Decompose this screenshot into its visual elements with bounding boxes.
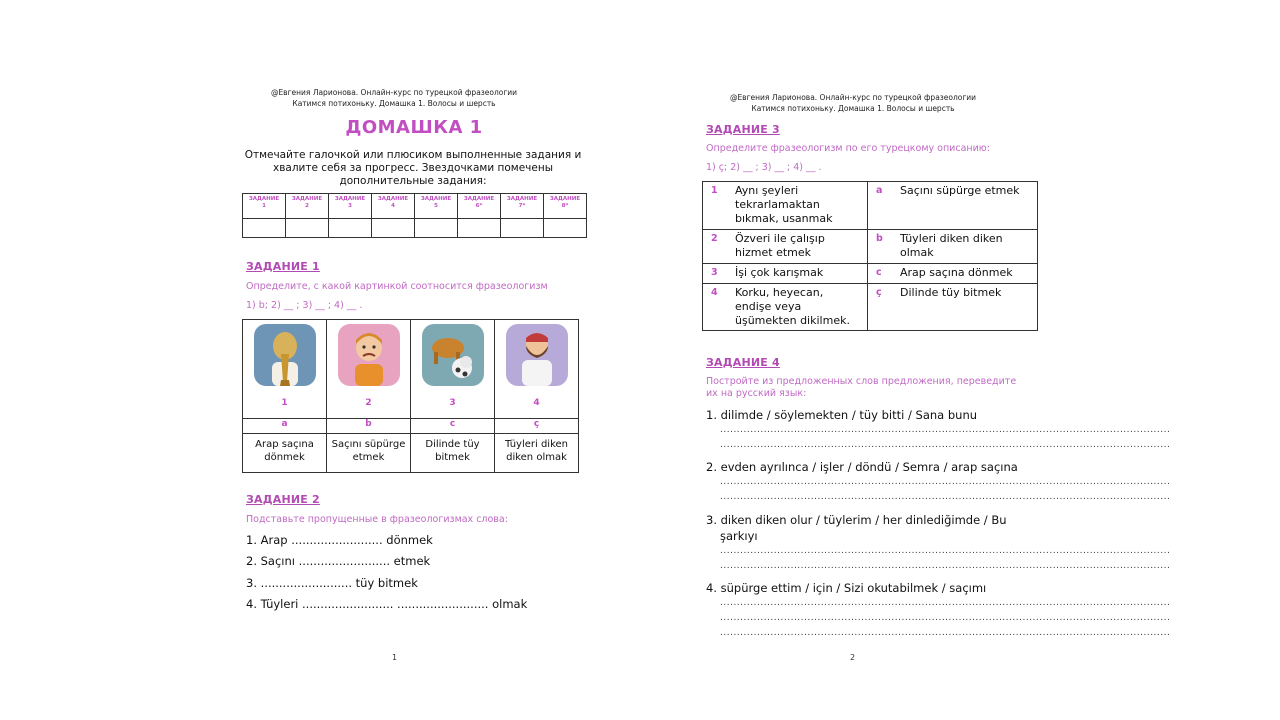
- progress-header-cell: ЗАДАНИЕ 4: [372, 194, 415, 219]
- task2-item: 2. Saçını ......................... etmek: [246, 554, 431, 568]
- phrase-row: [243, 434, 579, 473]
- intro-line: Отмечайте галочкой или плюсиком выполненные задания и: [244, 149, 582, 161]
- page-1-header: [244, 87, 544, 109]
- match-number: 4: [703, 284, 732, 331]
- task3-instruction: Определите фразеологизм по его турецкому описанию:: [706, 143, 990, 154]
- intro-text: [238, 149, 588, 188]
- match-row: [703, 182, 1038, 230]
- task2-item: 1. Arap ......................... dönmek: [246, 533, 433, 547]
- picture-cell: [243, 320, 327, 419]
- letter-row: [243, 419, 579, 434]
- progress-check-row: [243, 219, 587, 238]
- task4-heading: ЗАДАНИЕ 4: [706, 356, 780, 369]
- picture-cell: [411, 320, 495, 419]
- progress-header-cell: ЗАДАНИЕ 8*: [544, 194, 587, 219]
- picture-number: 1: [281, 398, 288, 408]
- girl-braid-icon: [254, 324, 316, 386]
- match-phrase: Arap saçına dönmek: [896, 264, 1038, 284]
- answer-line[interactable]: ......................................................................................................................................: [720, 598, 1171, 608]
- progress-check-cell[interactable]: [243, 219, 286, 238]
- progress-check-cell[interactable]: [415, 219, 458, 238]
- intro-line: хвалите себя за прогресс. Звездочками помечены: [272, 162, 554, 174]
- match-phrase: Saçını süpürge etmek: [896, 182, 1038, 230]
- match-number: 2: [703, 230, 732, 264]
- match-row: [703, 284, 1038, 331]
- match-letter: ç: [868, 284, 897, 331]
- progress-check-cell[interactable]: [501, 219, 544, 238]
- answer-line[interactable]: ......................................................................................................................................: [720, 492, 1171, 502]
- task4-item: 2. evden ayrılınca / işler / döndü / Semra / arap saçına: [706, 460, 1018, 474]
- progress-header-cell: ЗАДАНИЕ 5: [415, 194, 458, 219]
- match-phrase: Dilinde tüy bitmek: [896, 284, 1038, 331]
- page-number: 2: [850, 653, 856, 662]
- answer-line[interactable]: ......................................................................................................................................: [720, 440, 1171, 450]
- progress-check-cell[interactable]: [329, 219, 372, 238]
- progress-header-row: [243, 194, 587, 219]
- match-description: Özveri ile çalışıp hizmet etmek: [731, 230, 868, 264]
- answer-line[interactable]: ......................................................................................................................................: [720, 561, 1171, 571]
- match-number: 3: [703, 264, 732, 284]
- intro-line: дополнительные задания:: [339, 175, 487, 187]
- task2-instruction: Подставьте пропущенные в фразеологизмах слова:: [246, 514, 508, 525]
- task4-item: 3. diken diken olur / tüylerim / her dinlediğimde / Bu: [706, 513, 1007, 527]
- progress-header-cell: ЗАДАНИЕ 1: [243, 194, 286, 219]
- progress-header-cell: ЗАДАНИЕ 7*: [501, 194, 544, 219]
- picture-row: [243, 320, 579, 419]
- task1-instruction: Определите, с какой картинкой соотносится фразеологизм: [246, 281, 548, 292]
- progress-check-cell[interactable]: [286, 219, 329, 238]
- phrase-cell: Arap saçına dönmek: [243, 434, 327, 473]
- task1-answers: 1) b; 2) __ ; 3) __ ; 4) __ .: [246, 300, 363, 311]
- page-2-header: [703, 92, 1003, 114]
- progress-check-cell[interactable]: [458, 219, 501, 238]
- task2-heading: ЗАДАНИЕ 2: [246, 493, 320, 506]
- picture-cell: [327, 320, 411, 419]
- task4-item-continuation: şarkıyı: [720, 529, 758, 543]
- header-course-line: Катимся потихоньку. Домашка 1. Волосы и шерсть: [751, 104, 955, 113]
- picture-number: 2: [365, 398, 372, 408]
- picture-number: 4: [533, 398, 540, 408]
- match-number: 1: [703, 182, 732, 230]
- picture-number: 3: [449, 398, 456, 408]
- answer-line[interactable]: ......................................................................................................................................: [720, 613, 1171, 623]
- phrase-cell: Tüyleri diken diken olmak: [495, 434, 579, 473]
- answer-line[interactable]: ......................................................................................................................................: [720, 425, 1171, 435]
- match-phrase: Tüyleri diken diken olmak: [896, 230, 1038, 264]
- match-row: [703, 264, 1038, 284]
- bearded-man-icon: [506, 324, 568, 386]
- match-letter: a: [868, 182, 897, 230]
- phrase-cell: Saçını süpürge etmek: [327, 434, 411, 473]
- dog-and-animal-icon: [422, 324, 484, 386]
- progress-header-cell: ЗАДАНИЕ 6*: [458, 194, 501, 219]
- task1-heading: ЗАДАНИЕ 1: [246, 260, 320, 273]
- answer-line[interactable]: ......................................................................................................................................: [720, 477, 1171, 487]
- header-course-line: Катимся потихоньку. Домашка 1. Волосы и шерсть: [292, 99, 496, 108]
- task2-item: 4. Tüyleri ......................... ......................... olmak: [246, 597, 528, 611]
- task1-picture-table: [242, 319, 579, 473]
- task3-answers: 1) ç; 2) __ ; 3) __ ; 4) __ .: [706, 162, 822, 173]
- task3-heading: ЗАДАНИЕ 3: [706, 123, 780, 136]
- task4-instruction: Постройте из предложенных слов предложения, переведите их на русский язык:: [706, 376, 1017, 399]
- match-row: [703, 230, 1038, 264]
- task2-item: 3. ......................... tüy bitmek: [246, 576, 418, 590]
- task3-match-table: [702, 181, 1038, 331]
- header-author-line: @Евгения Ларионова. Онлайн-курс по турецкой фразеологии: [270, 88, 518, 97]
- task4-item: 4. süpürge ettim / için / Sizi okutabilmek / saçımı: [706, 581, 987, 595]
- match-description: Korku, heyecan, endişe veya üşümekten dikilmek.: [731, 284, 868, 331]
- phrase-cell: Dilinde tüy bitmek: [411, 434, 495, 473]
- page-number: 1: [392, 653, 398, 662]
- crying-boy-icon: [338, 324, 400, 386]
- answer-line[interactable]: ......................................................................................................................................: [720, 628, 1171, 638]
- phrase-letter: c: [411, 419, 495, 434]
- phrase-letter: b: [327, 419, 411, 434]
- header-author-line: @Евгения Ларионова. Онлайн-курс по турецкой фразеологии: [729, 93, 977, 102]
- task4-item: 1. dilimde / söylemekten / tüy bitti / Sana bunu: [706, 408, 978, 422]
- picture-cell: [495, 320, 579, 419]
- match-description: İşi çok karışmak: [731, 264, 868, 284]
- phrase-letter: a: [243, 419, 327, 434]
- page-title: ДОМАШКА 1: [345, 117, 483, 138]
- match-letter: b: [868, 230, 897, 264]
- progress-check-cell[interactable]: [372, 219, 415, 238]
- match-description: Aynı şeyleri tekrarlamaktan bıkmak, usanmak: [731, 182, 868, 230]
- match-letter: c: [868, 264, 897, 284]
- progress-check-cell[interactable]: [544, 219, 587, 238]
- progress-header-cell: ЗАДАНИЕ 2: [286, 194, 329, 219]
- progress-table: [242, 193, 587, 238]
- progress-header-cell: ЗАДАНИЕ 3: [329, 194, 372, 219]
- answer-line[interactable]: ......................................................................................................................................: [720, 546, 1171, 556]
- phrase-letter: ç: [495, 419, 579, 434]
